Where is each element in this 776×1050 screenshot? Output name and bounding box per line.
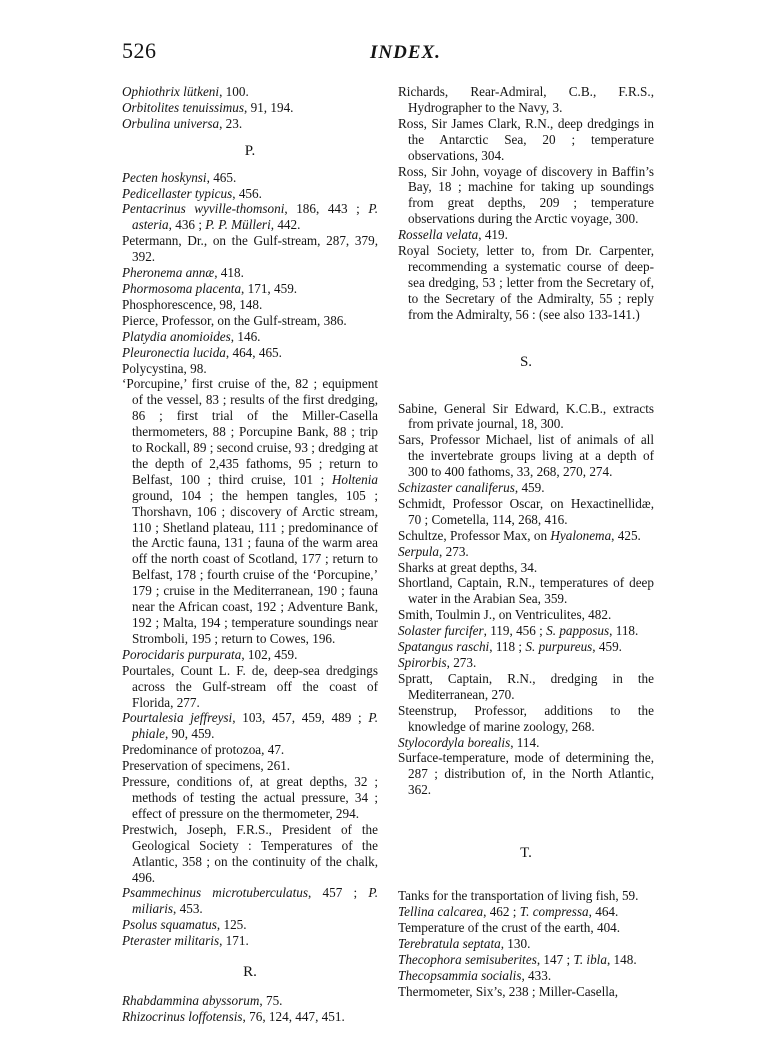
running-title: INDEX. <box>370 42 441 63</box>
index-entry: Sars, Professor Michael, list of animals of all the invertebrate groups living at a depth of 300 to 400 fathoms, 33, 268, 270, 274. <box>398 432 654 480</box>
index-entry: Schmidt, Professor Oscar, on Hexactinellidæ, 70 ; Cometella, 114, 268, 416. <box>398 495 654 527</box>
index-column-right <box>398 84 654 999</box>
section-letter-r: R. <box>243 964 257 981</box>
index-entry: Tellina calcarea, 462 ; T. compressa, 464. <box>398 903 619 919</box>
page-number: 526 <box>122 38 157 63</box>
index-entry: Pteraster militaris, 171. <box>122 933 249 949</box>
index-entry: Ross, Sir James Clark, R.N., deep dredgings in the Antarctic Sea, 20 ; temperature observations, 304. <box>398 115 654 163</box>
index-entry: Ophiothrix lütkeni, 100. <box>122 84 249 99</box>
index-entry: Thecopsammia socialis, 433. <box>398 967 552 983</box>
index-entry: Thermometer, Six’s, 238 ; Miller-Casella, <box>398 983 619 999</box>
index-entry: Orbitolites tenuissimus, 91, 194. <box>122 99 294 115</box>
index-entry: Steenstrup, Professor, additions to the knowledge of marine zoology, 268. <box>398 702 654 734</box>
index-entry: Serpula, 273. <box>398 543 469 559</box>
index-entry: Royal Society, letter to, from Dr. Carpenter, recommending a systematic course of deep-sea dredging, 53 ; letter from the Secretary of, to the Secretary of the Admiralty, 55 ; reply from the Admiralty, 56 : (see also 133-141.) <box>398 243 654 322</box>
entry-group-r-right <box>398 84 654 323</box>
index-entry: ‘Porcupine,’ first cruise of the, 82 ; equipment of the vessel, 83 ; results of the first dredging, 86 ; first trial of the Miller-Casella thermometers, 88 ; Porcupine Bank, 88 ; trip to Rockall, 89 ; second cruise, 93 ; dredging at the depth of 2,435 fathoms, 95 ; return to Belfast, 100 ; third cruise, 101 ; Holtenia ground, 104 ; the hempen tangles, 105 ; Thorshavn, 106 ; discovery of Arctic stream, 110 ; Shetland plateau, 111 ; predominance of the Arctic fauna, 131 ; fauna of the warm area off the north coast of Scotland, 177 ; return to Belfast, 178 ; fourth cruise of the ‘Porcupine,’ 179 ; cruise in the Mediterranean, 190 ; fauna near the African coast, 192 ; Adventure Bank, 192 ; Malta, 194 ; temperature soundings near Stromboli, 195 ; return to Cowes, 196. <box>122 376 378 646</box>
index-entry: Surface-temperature, mode of determining the, 287 ; distribution of, in the North Atlantic, 362. <box>398 750 654 798</box>
entry-group-r-left <box>122 993 378 1025</box>
index-entry: Psolus squamatus, 125. <box>122 917 247 933</box>
index-entry: Petermann, Dr., on the Gulf-stream, 287, 379, 392. <box>122 233 378 265</box>
section-letter-p: P. <box>244 142 256 159</box>
index-entry: Porocidaris purpurata, 102, 459. <box>122 646 298 662</box>
index-entry: Pedicellaster typicus, 456. <box>122 185 262 201</box>
index-entry: Rhizocrinus loffotensis, 76, 124, 447, 451. <box>122 1008 345 1024</box>
index-entry: Pentacrinus wyville-thomsoni, 186, 443 ; P. asteria, 436 ; P. P. Mülleri, 442. <box>122 201 379 233</box>
section-letter-s: S. <box>519 353 533 370</box>
index-entry: Pressure, conditions of, at great depths, 32 ; methods of testing the actual pressure, 34 ; effect of pressure on the thermometer, 294. <box>122 774 378 821</box>
index-entry: Phosphorescence, 98, 148. <box>122 296 263 312</box>
section-letter-t: T. <box>520 845 532 862</box>
entry-group-o <box>122 84 378 132</box>
index-entry: Tanks for the transportation of living fish, 59. <box>398 888 639 904</box>
index-entry: Predominance of protozoa, 47. <box>122 742 285 758</box>
entry-group-t <box>398 888 654 999</box>
index-entry: Rossella velata, 419. <box>398 227 508 243</box>
index-entry: Psammechinus microtuberculatus, 457 ; P. miliaris, 453. <box>122 885 378 917</box>
index-entry: Sabine, General Sir Edward, K.C.B., extracts from private journal, 18, 300. <box>398 400 654 432</box>
index-column-left <box>122 84 378 1025</box>
index-entry: Pecten hoskynsi, 465. <box>122 169 237 185</box>
index-entry: Phormosoma placenta, 171, 459. <box>122 280 298 296</box>
index-entry: Pleuronectia lucida, 464, 465. <box>122 344 282 360</box>
index-entry: Ross, Sir John, voyage of discovery in Baffin’s Bay, 18 ; machine for taking up soundings from great depths, 209 ; temperature observations during the Arctic voyage, 300. <box>398 163 654 227</box>
index-entry: Thecophora semisuberites, 147 ; T. ibla, 148. <box>398 951 637 967</box>
index-entry: Platydia anomioides, 146. <box>122 328 261 344</box>
index-entry: Spratt, Captain, R.N., dredging in the Mediterranean, 270. <box>398 670 654 702</box>
index-entry: Spatangus raschi, 118 ; S. purpureus, 459. <box>398 639 622 655</box>
index-entry: Rhabdammina abyssorum, 75. <box>122 992 283 1008</box>
index-entry: Richards, Rear-Admiral, C.B., F.R.S., Hydrographer to the Navy, 3. <box>398 84 654 115</box>
index-entry: Pourtalesia jeffreysi, 103, 457, 459, 489 ; P. phiale, 90, 459. <box>122 710 379 742</box>
index-entry: Prestwich, Joseph, F.R.S., President of the Geological Society : Temperatures of the Atlantic, 358 ; on the continuity of the chalk, 496. <box>122 821 378 885</box>
index-entry: Temperature of the crust of the earth, 404. <box>398 919 621 935</box>
index-entry: Pierce, Professor, on the Gulf-stream, 386. <box>122 312 347 328</box>
index-entry: Schultze, Professor Max, on Hyalonema, 425. <box>398 527 641 543</box>
index-entry: Pourtales, Count L. F. de, deep-sea dredgings across the Gulf-stream off the coast of Florida, 277. <box>122 662 378 710</box>
index-entry: Spirorbis, 273. <box>398 655 477 670</box>
index-entry: Solaster furcifer, 119, 456 ; S. papposus, 118. <box>398 623 639 639</box>
entry-group-p <box>122 170 378 949</box>
index-entry: Shortland, Captain, R.N., temperatures of deep water in the Arabian Sea, 359. <box>398 575 654 607</box>
index-entry: Schizaster canaliferus, 459. <box>398 480 545 496</box>
index-entry: Polycystina, 98. <box>122 360 207 376</box>
index-entry: Sharks at great depths, 34. <box>398 559 538 575</box>
index-entry: Terebratula septata, 130. <box>398 935 531 951</box>
index-entry: Preservation of specimens, 261. <box>122 758 291 774</box>
index-entry: Pheronema annæ, 418. <box>122 265 244 281</box>
entry-group-s <box>398 401 654 799</box>
index-entry: Orbulina universa, 23. <box>122 115 243 131</box>
index-entry: Stylocordyla borealis, 114. <box>398 734 540 750</box>
index-entry: Smith, Toulmin J., on Ventriculites, 482. <box>398 607 612 623</box>
